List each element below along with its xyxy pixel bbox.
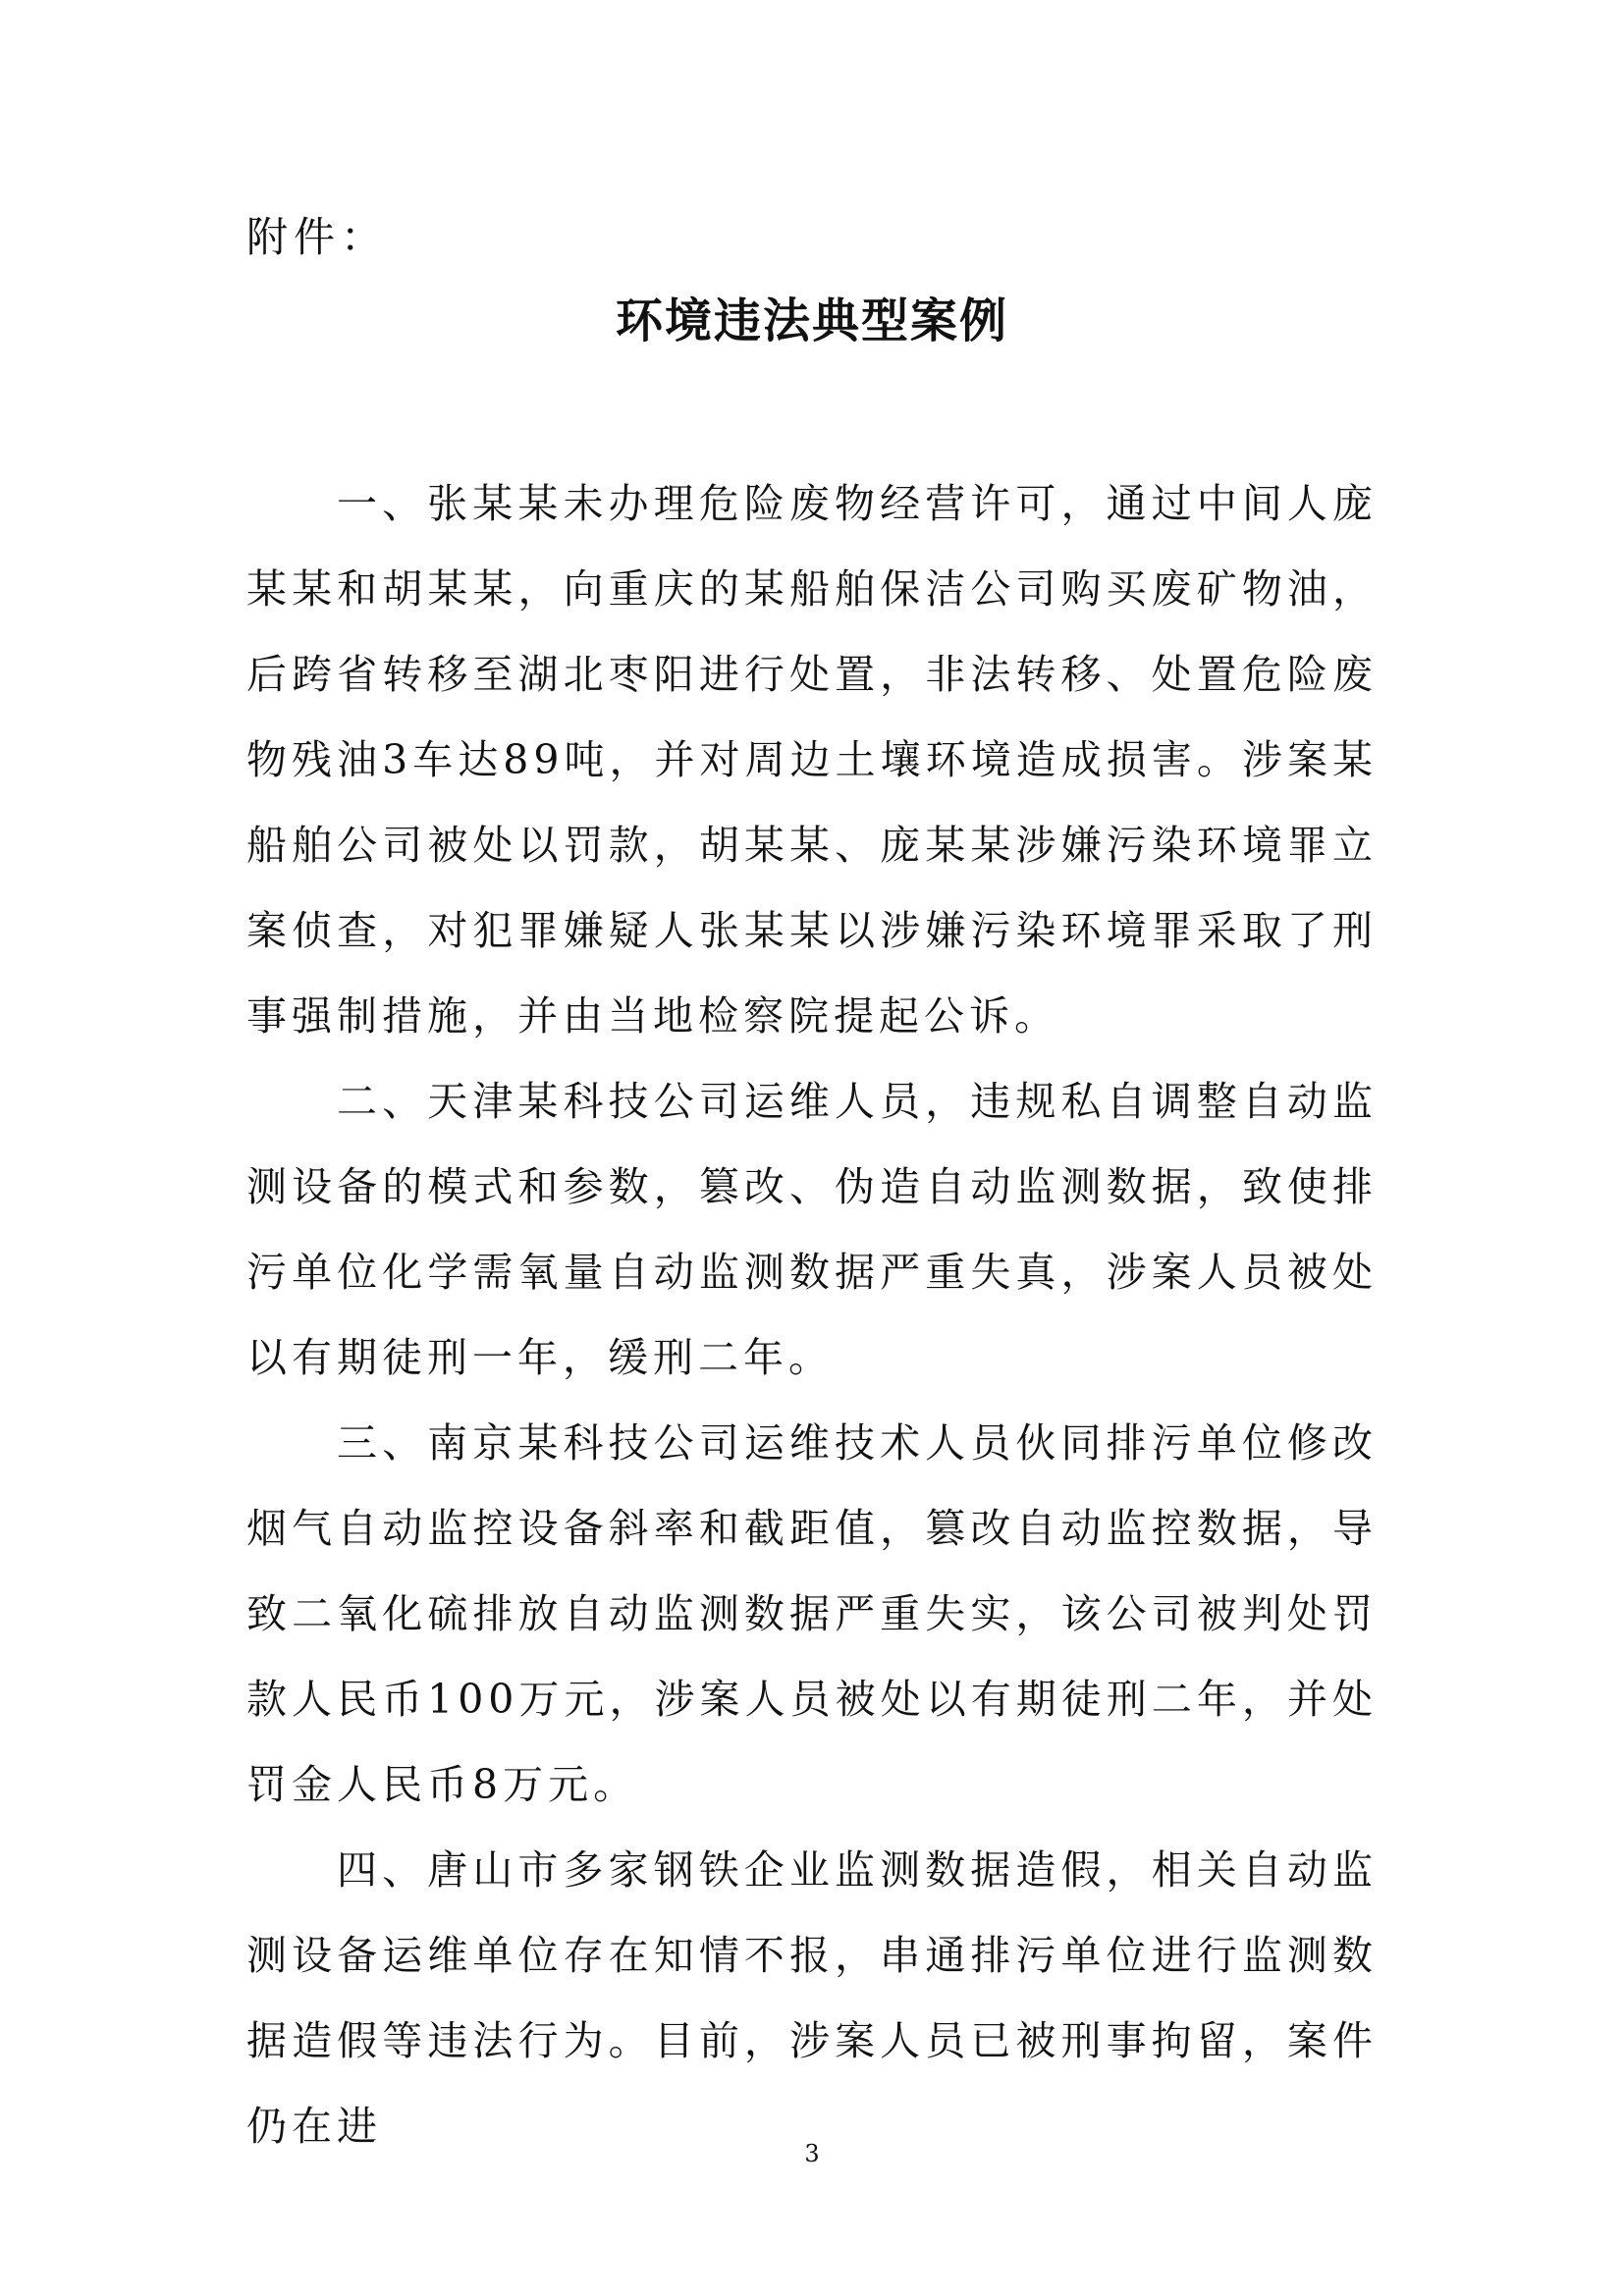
- document-body: [246, 461, 1378, 2169]
- case-paragraph-2: 二、天津某科技公司运维人员，违规私自调整自动监测设备的模式和参数，篡改、伪造自动监测数据，致使排污单位化学需氧量自动监测数据严重失真，涉案人员被处以有期徒刑一年，缓刑二年。: [246, 1078, 1378, 1381]
- case-paragraph-4: 四、唐山市多家钢铁企业监测数据造假，相关自动监测设备运维单位存在知情不报，串通排污单位进行监测数据造假等违法行为。目前，涉案人员已被刑事拘留，案件仍在进: [246, 1846, 1378, 2150]
- page-number: 3: [804, 2140, 820, 2167]
- document-title: 环境违法典型案例: [615, 294, 1008, 348]
- case-paragraph-3: 三、南京某科技公司运维技术人员伙同排污单位修改烟气自动监控设备斜率和截距值，篡改自动监控数据，导致二氧化硫排放自动监测数据严重失实，该公司被判处罚款人民币100万元，涉案人员被处以有期徒刑二年，并处罚金人民币8万元。: [246, 1419, 1378, 1808]
- case-paragraph-1: 一、张某某未办理危险废物经营许可，通过中间人庞某某和胡某某，向重庆的某船舶保洁公司购买废矿物油，后跨省转移至湖北枣阳进行处置，非法转移、处置危险废物残油3车达89吨，并对周边土壤环境造成损害。涉案某船舶公司被处以罚款，胡某某、庞某某涉嫌污染环境罪立案侦查，对犯罪嫌疑人张某某以涉嫌污染环境罪采取了刑事强制措施，并由当地检察院提起公诉。: [246, 480, 1378, 1040]
- attachment-label: 附件：: [246, 213, 389, 261]
